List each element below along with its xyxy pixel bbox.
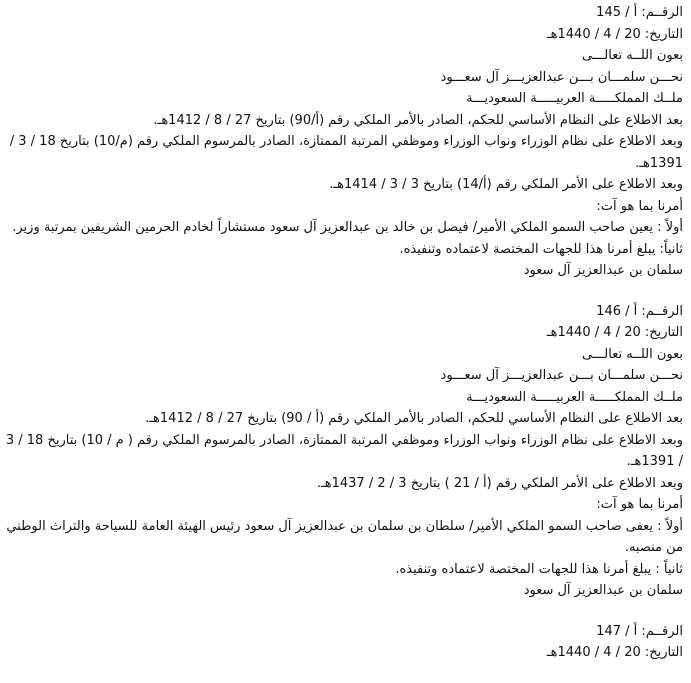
- decree-date: التاريخ: 20 / 4 / 1440هـ: [546, 645, 683, 660]
- decree-147: [0, 621, 683, 664]
- king-title: ملــك المملكـــــة العربيـــــة السعوديـــة: [466, 389, 683, 405]
- decree-145: [0, 2, 683, 282]
- decree-date: التاريخ: 20 / 4 / 1440هـ: [546, 325, 683, 340]
- article-second: ثانياً: يبلغ أمرنا هذا للجهات المختصة لاعتماده وتنفيذه.: [399, 241, 683, 257]
- ordered-heading: أمرنا بما هو آت:: [596, 198, 683, 214]
- signature: سلمان بن عبدالعزيز آل سعود: [523, 583, 683, 598]
- decree-date: التاريخ: 20 / 4 / 1440هـ: [546, 26, 683, 42]
- decree-number: الرقــم: أ / 145: [596, 5, 683, 20]
- basmala: بعون اللــه تعالـــى: [582, 48, 683, 63]
- decree-146: [0, 301, 683, 602]
- preamble-ministers-law: وبعد الاطلاع على نظام الوزراء ونواب الوزراء وموظفي المرتبة الممتازة، الصادر بالمرسوم الملكي رقم ( م / 10) بتاريخ 18 / 3 / 1391هـ.: [5, 432, 683, 469]
- preamble-royal-order: وبعد الاطلاع على الأمر الملكي رقم (أ/14) بتاريخ 3 / 3 / 1414هـ.: [329, 177, 683, 192]
- king-name: نحـــن سلمـــان بـــن عبدالعزيـــز آل سعـــود: [440, 368, 683, 383]
- decree-number: الرقــم: أ / 147: [596, 623, 683, 639]
- preamble-basic-law: بعد الاطلاع على النظام الأساسي للحكم، الصادر بالأمر الملكي رقم (أ/90) بتاريخ 27 / 8 / 1412هـ.: [153, 112, 683, 128]
- article-first: أولاً : يعين صاحب السمو الملكي الأمير/ فيصل بن خالد بن عبدالعزيز آل سعود مستشاراً لخادم الحرمين الشريفين بمرتبة وزير.: [12, 220, 683, 235]
- king-name: نحـــن سلمـــان بـــن عبدالعزيـــز آل سعـــود: [440, 69, 683, 85]
- article-first: أولاً : يعفى صاحب السمو الملكي الأمير/ سلطان بن سلمان بن عبدالعزيز آل سعود رئيس الهيئة العامة للسياحة والتراث الوطني من منصبه.: [6, 518, 683, 555]
- preamble-basic-law: بعد الاطلاع على النظام الأساسي للحكم، الصادر بالأمر الملكي رقم (أ / 90) بتاريخ 27 / 8 / 1412هـ.: [145, 411, 683, 426]
- ordered-heading: أمرنا بما هو آت:: [596, 497, 683, 512]
- signature: سلمان بن عبدالعزيز آل سعود: [523, 263, 683, 278]
- article-second: ثانياً : يبلغ أمرنا هذا للجهات المختصة لاعتماده وتنفيذه.: [395, 561, 683, 577]
- preamble-royal-order: وبعد الاطلاع على الأمر الملكي رقم (أ / 21 ) بتاريخ 3 / 2 / 1437هـ.: [316, 475, 683, 491]
- preamble-ministers-law: وبعد الاطلاع على نظام الوزراء ونواب الوزراء وموظفي المرتبة الممتازة، الصادر بالمرسوم الملكي رقم (م/10) بتاريخ 18 / 3 / 1391هـ.: [9, 134, 683, 171]
- king-title: ملــك المملكـــــة العربيـــــة السعوديـــة: [466, 91, 683, 106]
- decrees-document: [0, 2, 683, 683]
- decree-number: الرقــم: أ / 146: [596, 303, 683, 319]
- basmala: بعون اللــه تعالـــى: [582, 346, 683, 362]
